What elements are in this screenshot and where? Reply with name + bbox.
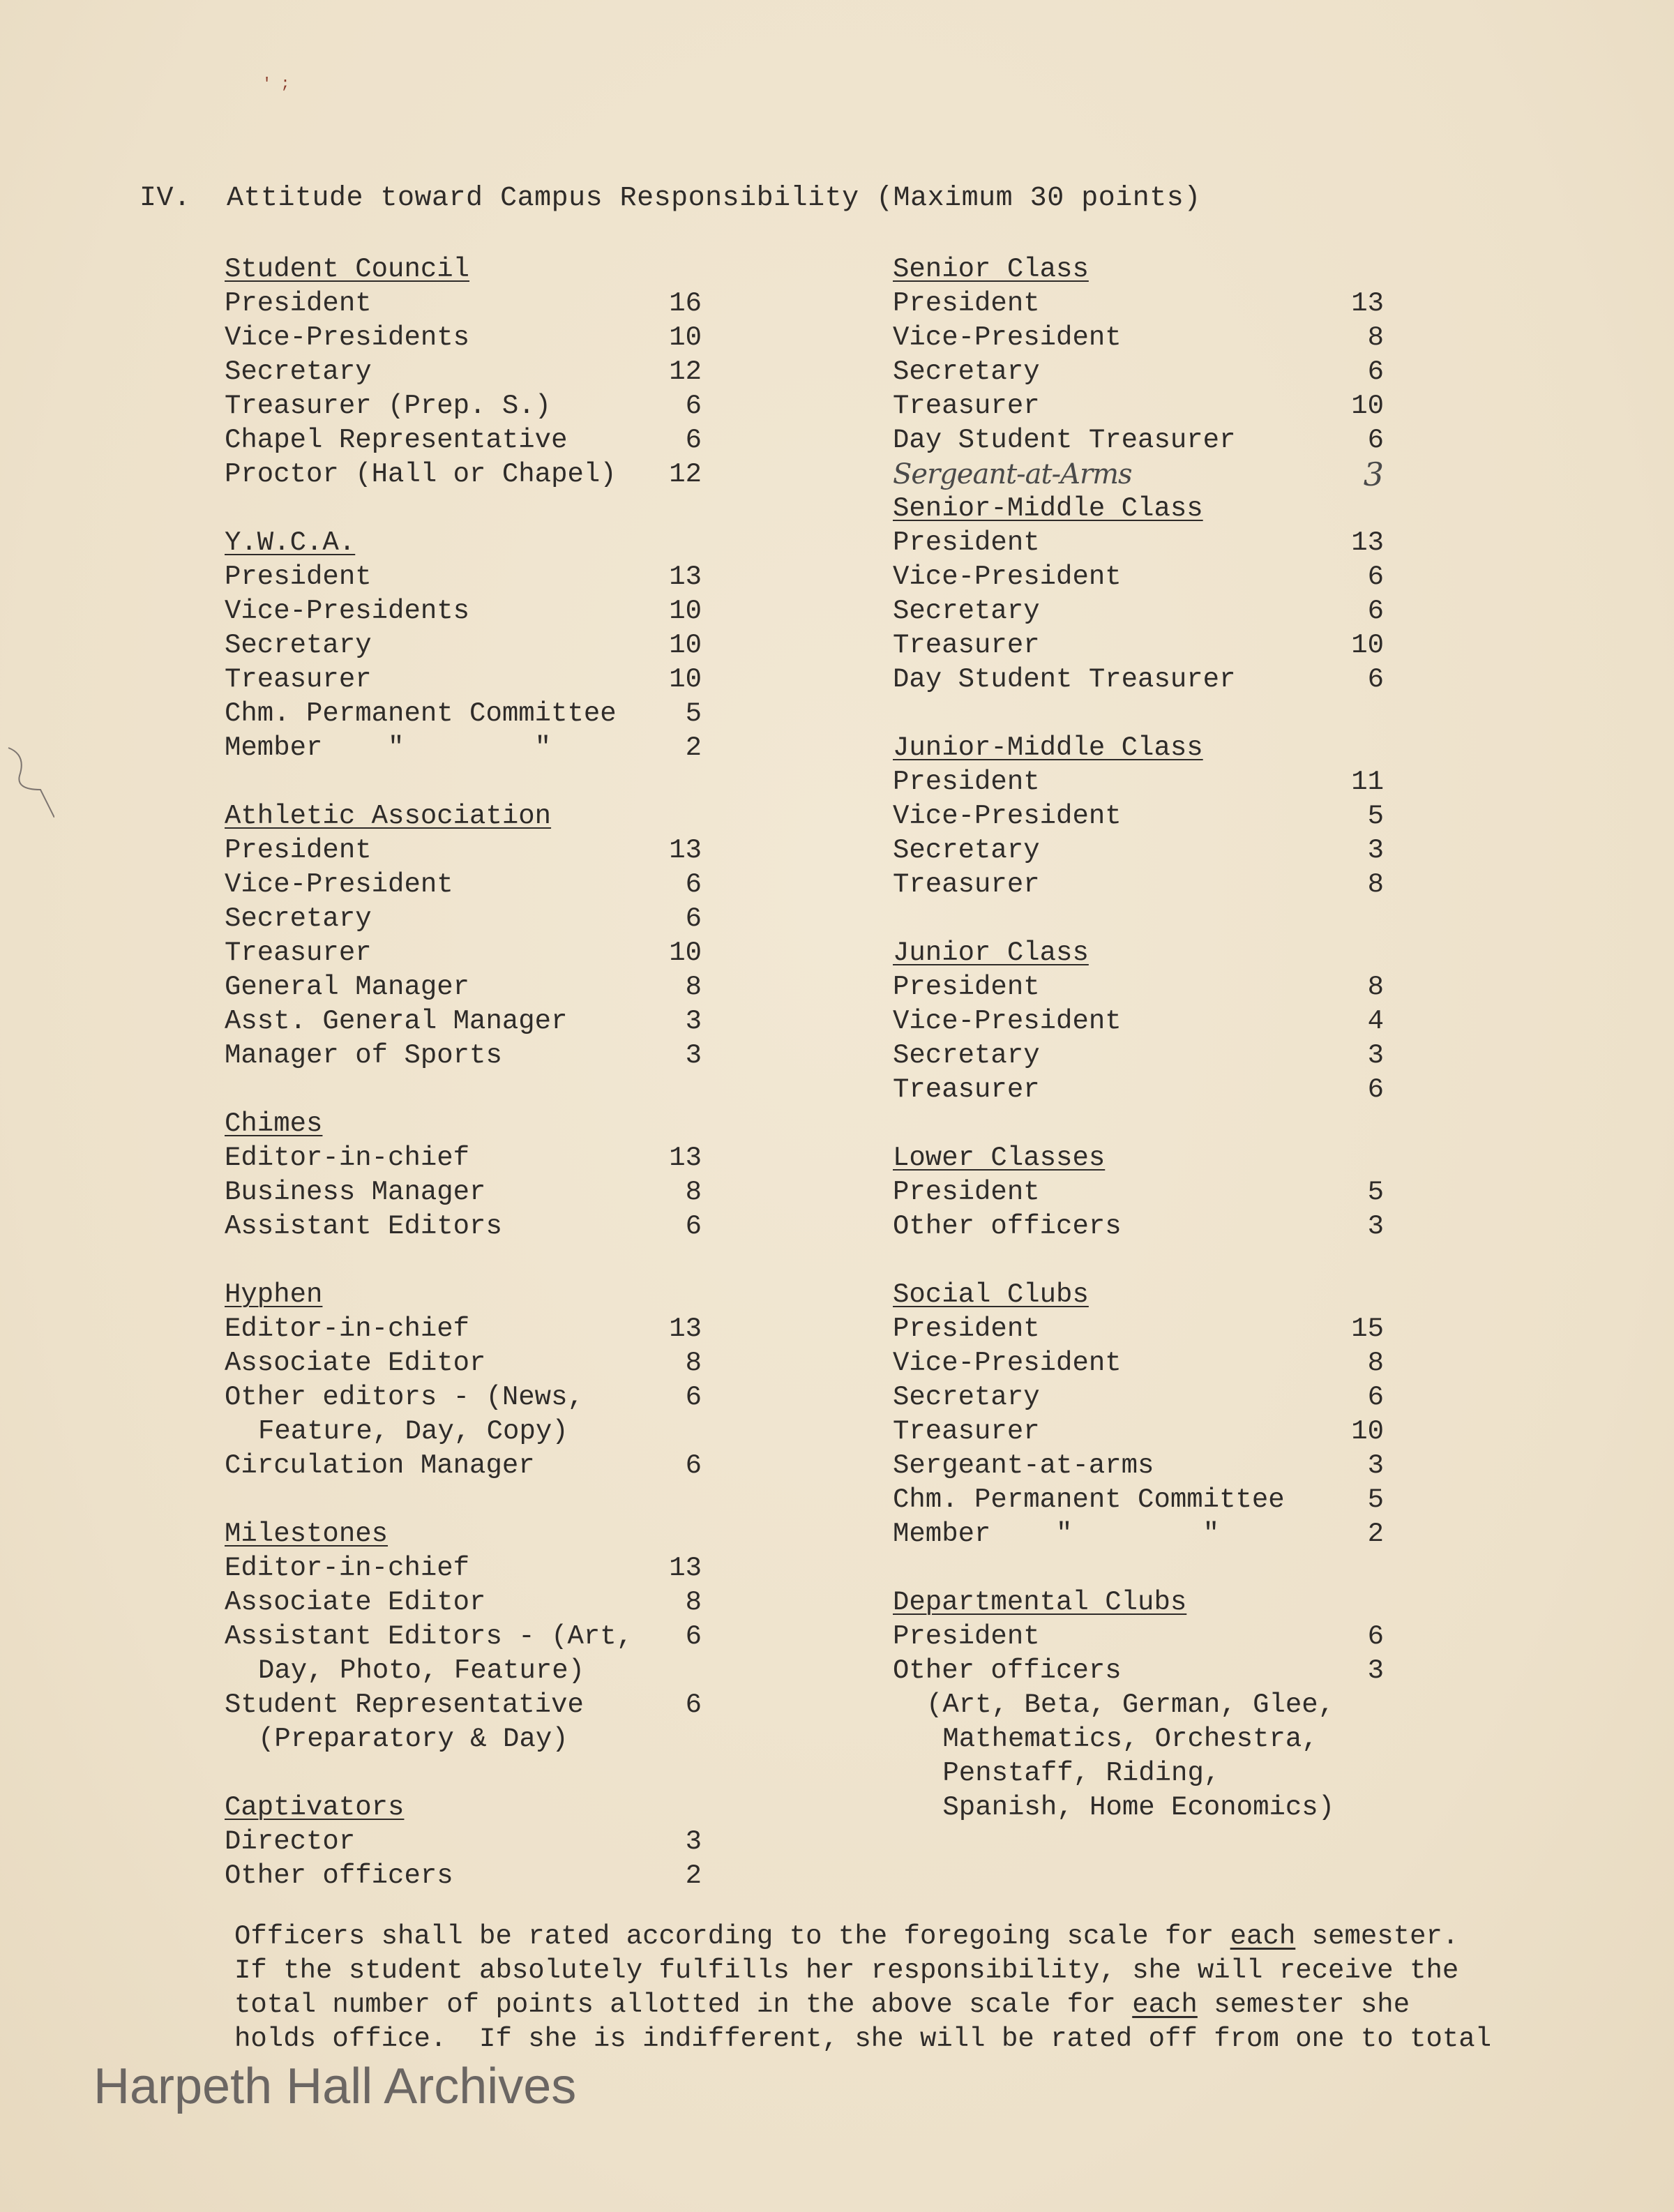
office-label: President bbox=[225, 562, 372, 592]
section-title: Senior-Middle Class bbox=[893, 493, 1203, 524]
office-row bbox=[893, 1688, 1395, 1722]
pencil-tick-icon bbox=[6, 741, 54, 818]
note-line3-b: semester she bbox=[1197, 1989, 1410, 2020]
section-title: Athletic Association bbox=[225, 801, 552, 832]
office-label: Assistant Editors bbox=[225, 1211, 502, 1242]
section-hyphen bbox=[225, 1278, 727, 1483]
office-points: 13 bbox=[669, 1314, 702, 1344]
office-points: 3 bbox=[685, 1006, 702, 1037]
section-title: Lower Classes bbox=[893, 1143, 1106, 1173]
office-points: 6 bbox=[685, 391, 702, 421]
office-points: 13 bbox=[669, 562, 702, 592]
office-row bbox=[225, 663, 727, 697]
office-label: Student Representative bbox=[225, 1690, 584, 1720]
left-column bbox=[225, 253, 727, 1927]
office-label: Secretary bbox=[225, 356, 372, 387]
office-points: 8 bbox=[685, 1587, 702, 1618]
office-row bbox=[893, 560, 1395, 594]
office-row bbox=[225, 834, 727, 868]
office-row bbox=[225, 1312, 727, 1346]
office-label: Treasurer bbox=[893, 1416, 1040, 1447]
office-points: 10 bbox=[669, 322, 702, 353]
office-points: 4 bbox=[1367, 1006, 1384, 1037]
section-senior-class bbox=[893, 253, 1395, 492]
office-points: 13 bbox=[669, 1553, 702, 1583]
office-label: President bbox=[225, 835, 372, 866]
office-points: 6 bbox=[1367, 356, 1384, 387]
office-label: Treasurer bbox=[225, 664, 372, 695]
office-points: 6 bbox=[685, 1690, 702, 1720]
office-label: Secretary bbox=[225, 903, 372, 934]
section-title: Junior-Middle Class bbox=[893, 732, 1203, 763]
office-row bbox=[893, 1005, 1395, 1039]
office-row bbox=[893, 1415, 1395, 1449]
office-row bbox=[225, 1825, 727, 1859]
office-label: Chapel Representative bbox=[225, 425, 568, 456]
section-athletic-association bbox=[225, 799, 727, 1073]
office-row bbox=[225, 1586, 727, 1620]
office-label: Treasurer bbox=[893, 630, 1040, 661]
office-points: 6 bbox=[1367, 562, 1384, 592]
office-points: 2 bbox=[685, 732, 702, 763]
office-label: Secretary bbox=[225, 630, 372, 661]
office-row bbox=[893, 1791, 1395, 1825]
office-row bbox=[893, 1210, 1395, 1244]
office-points: 6 bbox=[685, 1382, 702, 1413]
office-row bbox=[225, 697, 727, 731]
note-line1-emphasis: each bbox=[1230, 1921, 1296, 1952]
office-label: President bbox=[893, 1177, 1040, 1207]
office-points: 6 bbox=[685, 869, 702, 900]
office-row bbox=[893, 423, 1395, 458]
section-title: Y.W.C.A. bbox=[225, 527, 356, 558]
office-points: 8 bbox=[685, 1348, 702, 1378]
office-row bbox=[893, 1380, 1395, 1415]
office-points: 10 bbox=[669, 664, 702, 695]
office-row bbox=[225, 902, 727, 936]
rating-note bbox=[234, 1920, 1546, 2056]
office-row bbox=[893, 594, 1395, 629]
office-label: Treasurer bbox=[893, 869, 1040, 900]
office-points: 8 bbox=[1367, 972, 1384, 1002]
office-points: 16 bbox=[669, 288, 702, 319]
office-points: 3 bbox=[1367, 1450, 1384, 1481]
office-label: Day, Photo, Feature) bbox=[258, 1655, 585, 1686]
office-label: Sergeant-at-arms bbox=[893, 1450, 1154, 1481]
office-label: Other officers bbox=[893, 1655, 1122, 1686]
office-row bbox=[225, 868, 727, 902]
office-row bbox=[893, 1620, 1395, 1654]
office-row bbox=[893, 834, 1395, 868]
office-points: 6 bbox=[685, 1621, 702, 1652]
office-row bbox=[893, 458, 1395, 492]
office-points: 6 bbox=[1367, 1382, 1384, 1413]
office-points: 2 bbox=[685, 1860, 702, 1891]
office-label: Editor-in-chief bbox=[225, 1553, 470, 1583]
office-row bbox=[893, 1346, 1395, 1380]
office-label: Vice-President bbox=[893, 1348, 1122, 1378]
office-points: 3 bbox=[1367, 1040, 1384, 1071]
office-row bbox=[225, 287, 727, 321]
office-points: 11 bbox=[1351, 767, 1384, 797]
office-label: President bbox=[893, 1621, 1040, 1652]
office-row bbox=[225, 1722, 727, 1756]
section-title: Hyphen bbox=[225, 1279, 323, 1310]
office-label: Treasurer (Prep. S.) bbox=[225, 391, 552, 421]
office-row bbox=[225, 970, 727, 1005]
office-row bbox=[225, 731, 727, 765]
office-row bbox=[893, 1175, 1395, 1210]
section-title: Captivators bbox=[225, 1792, 405, 1823]
office-points: 2 bbox=[1367, 1519, 1384, 1549]
office-points: 6 bbox=[1367, 664, 1384, 695]
office-label: Vice-President bbox=[893, 1006, 1122, 1037]
office-label: Secretary bbox=[893, 835, 1040, 866]
office-label: Secretary bbox=[893, 1040, 1040, 1071]
office-points: 8 bbox=[1367, 322, 1384, 353]
office-label: Assistant Editors - (Art, bbox=[225, 1621, 633, 1652]
office-label: President bbox=[893, 288, 1040, 319]
office-row bbox=[893, 1483, 1395, 1517]
section-heading-text: Attitude toward Campus Responsibility (Maximum 30 points) bbox=[227, 183, 1201, 214]
office-label: Secretary bbox=[893, 1382, 1040, 1413]
office-label: Editor-in-chief bbox=[225, 1314, 470, 1344]
office-row bbox=[893, 1449, 1395, 1483]
office-row bbox=[893, 1654, 1395, 1688]
section-milestones bbox=[225, 1517, 727, 1756]
office-row bbox=[225, 1175, 727, 1210]
office-row bbox=[225, 1449, 727, 1483]
office-label: Vice-President bbox=[893, 801, 1122, 832]
office-row bbox=[893, 799, 1395, 834]
section-student-council bbox=[225, 253, 727, 492]
office-points: 3 bbox=[1367, 1655, 1384, 1686]
section-junior-class bbox=[893, 936, 1395, 1107]
office-row bbox=[893, 1517, 1395, 1551]
office-label: Vice-President bbox=[893, 562, 1122, 592]
office-points: 5 bbox=[1367, 1177, 1384, 1207]
office-points: 8 bbox=[685, 972, 702, 1002]
office-row bbox=[225, 594, 727, 629]
office-label: Secretary bbox=[893, 356, 1040, 387]
office-row bbox=[225, 1346, 727, 1380]
office-label: President bbox=[893, 972, 1040, 1002]
note-line1-a: Officers shall be rated according to the foregoing scale for bbox=[234, 1921, 1230, 1952]
office-row bbox=[893, 526, 1395, 560]
office-points: 6 bbox=[1367, 596, 1384, 626]
office-label: Penstaff, Riding, bbox=[926, 1758, 1221, 1789]
office-row bbox=[893, 355, 1395, 389]
office-row bbox=[225, 321, 727, 355]
office-label: Manager of Sports bbox=[225, 1040, 502, 1071]
office-row bbox=[225, 1688, 727, 1722]
office-row bbox=[225, 560, 727, 594]
office-row bbox=[893, 321, 1395, 355]
office-label: Associate Editor bbox=[225, 1348, 486, 1378]
office-points: 5 bbox=[685, 698, 702, 729]
office-label: Treasurer bbox=[893, 1074, 1040, 1105]
office-points: 8 bbox=[1367, 869, 1384, 900]
office-points: 6 bbox=[1367, 1074, 1384, 1105]
office-points: 3 bbox=[685, 1040, 702, 1071]
office-points: 6 bbox=[685, 1211, 702, 1242]
office-label: Treasurer bbox=[225, 938, 372, 968]
office-row bbox=[225, 423, 727, 458]
office-row bbox=[225, 389, 727, 423]
office-row bbox=[225, 1210, 727, 1244]
office-label: Treasurer bbox=[893, 391, 1040, 421]
office-points: 10 bbox=[669, 630, 702, 661]
office-row bbox=[225, 1039, 727, 1073]
office-points: 10 bbox=[1351, 630, 1384, 661]
office-row bbox=[225, 1551, 727, 1586]
section-title: Junior Class bbox=[893, 938, 1089, 968]
office-row bbox=[893, 1039, 1395, 1073]
office-row bbox=[893, 663, 1395, 697]
office-row bbox=[893, 1756, 1395, 1791]
office-row bbox=[225, 355, 727, 389]
section-junior-middle-class bbox=[893, 731, 1395, 902]
office-label: (Preparatory & Day) bbox=[258, 1724, 568, 1754]
note-line3-emphasis: each bbox=[1132, 1989, 1198, 2020]
office-label: Day Student Treasurer bbox=[893, 425, 1236, 456]
office-label: Spanish, Home Economics) bbox=[926, 1792, 1335, 1823]
office-label: Circulation Manager bbox=[225, 1450, 535, 1481]
office-points: 10 bbox=[669, 596, 702, 626]
office-label: Associate Editor bbox=[225, 1587, 486, 1618]
office-label: President bbox=[893, 1314, 1040, 1344]
ink-mark: ' ; bbox=[262, 75, 290, 93]
office-row bbox=[225, 458, 727, 492]
office-points: 3 bbox=[1363, 456, 1384, 493]
office-label: Other officers bbox=[893, 1211, 1122, 1242]
right-column bbox=[893, 253, 1395, 1859]
section-title: Departmental Clubs bbox=[893, 1587, 1187, 1618]
office-points: 8 bbox=[685, 1177, 702, 1207]
office-label: Other officers bbox=[225, 1860, 453, 1891]
office-points: 6 bbox=[1367, 425, 1384, 456]
office-label: Day Student Treasurer bbox=[893, 664, 1236, 695]
office-points: 15 bbox=[1351, 1314, 1384, 1344]
office-row bbox=[893, 389, 1395, 423]
office-points: 5 bbox=[1367, 801, 1384, 832]
office-row bbox=[225, 936, 727, 970]
office-row bbox=[893, 629, 1395, 663]
office-points: 10 bbox=[1351, 1416, 1384, 1447]
note-line3-a: total number of points allotted in the above scale for bbox=[234, 1989, 1133, 2020]
office-label: Member " " bbox=[893, 1519, 1220, 1549]
office-label: President bbox=[893, 767, 1040, 797]
office-row bbox=[225, 1620, 727, 1654]
office-label: President bbox=[225, 288, 372, 319]
office-row bbox=[225, 1415, 727, 1449]
office-row bbox=[893, 1722, 1395, 1756]
office-label: Sergeant-at-Arms bbox=[893, 458, 1132, 490]
section-lower-classes bbox=[893, 1141, 1395, 1244]
archive-watermark: Harpeth Hall Archives bbox=[93, 2059, 577, 2114]
office-row bbox=[893, 868, 1395, 902]
office-points: 10 bbox=[1351, 391, 1384, 421]
section-captivators bbox=[225, 1791, 727, 1893]
section-heading bbox=[140, 183, 1201, 214]
section-title: Senior Class bbox=[893, 254, 1089, 285]
section-senior-middle-class bbox=[893, 492, 1395, 697]
section-title: Social Clubs bbox=[893, 1279, 1089, 1310]
office-points: 13 bbox=[1351, 288, 1384, 319]
office-points: 6 bbox=[685, 1450, 702, 1481]
office-label: Vice-President bbox=[893, 322, 1122, 353]
office-points: 6 bbox=[1367, 1621, 1384, 1652]
office-points: 13 bbox=[669, 835, 702, 866]
office-points: 12 bbox=[669, 459, 702, 490]
office-label: Chm. Permanent Committee bbox=[225, 698, 617, 729]
office-row bbox=[225, 1141, 727, 1175]
section-title: Chimes bbox=[225, 1108, 323, 1139]
office-points: 12 bbox=[669, 356, 702, 387]
office-label: Member " " bbox=[225, 732, 552, 763]
office-row bbox=[893, 1073, 1395, 1107]
office-points: 6 bbox=[685, 903, 702, 934]
office-label: Vice-President bbox=[225, 869, 453, 900]
office-label: Feature, Day, Copy) bbox=[258, 1416, 568, 1447]
note-line2: If the student absolutely fulfills her responsibility, she will receive the bbox=[234, 1955, 1459, 1986]
office-label: Proctor (Hall or Chapel) bbox=[225, 459, 617, 490]
note-line4: holds office. If she is indifferent, she will be rated off from one to total bbox=[234, 2024, 1492, 2054]
office-points: 8 bbox=[1367, 1348, 1384, 1378]
office-label: General Manager bbox=[225, 972, 470, 1002]
office-label: Vice-Presidents bbox=[225, 322, 470, 353]
office-row bbox=[893, 970, 1395, 1005]
office-points: 13 bbox=[669, 1143, 702, 1173]
office-label: Vice-Presidents bbox=[225, 596, 470, 626]
office-points: 6 bbox=[685, 425, 702, 456]
office-points: 3 bbox=[1367, 835, 1384, 866]
office-row bbox=[225, 1654, 727, 1688]
office-row bbox=[893, 1312, 1395, 1346]
section-number: IV. bbox=[140, 183, 191, 214]
office-label: Director bbox=[225, 1826, 356, 1857]
office-label: (Art, Beta, German, Glee, bbox=[926, 1690, 1335, 1720]
office-label: Asst. General Manager bbox=[225, 1006, 568, 1037]
note-line1-b: semester. bbox=[1295, 1921, 1459, 1952]
section-title: Student Council bbox=[225, 254, 470, 285]
office-label: Editor-in-chief bbox=[225, 1143, 470, 1173]
office-label: Other editors - (News, bbox=[225, 1382, 584, 1413]
office-label: Business Manager bbox=[225, 1177, 486, 1207]
office-row bbox=[893, 287, 1395, 321]
office-points: 3 bbox=[1367, 1211, 1384, 1242]
office-row bbox=[893, 765, 1395, 799]
office-points: 13 bbox=[1351, 527, 1384, 558]
office-row bbox=[225, 1005, 727, 1039]
office-row bbox=[225, 1380, 727, 1415]
office-points: 5 bbox=[1367, 1484, 1384, 1515]
office-points: 10 bbox=[669, 938, 702, 968]
office-label: Secretary bbox=[893, 596, 1040, 626]
office-label: President bbox=[893, 527, 1040, 558]
section-y-w-c-a bbox=[225, 526, 727, 765]
section-chimes bbox=[225, 1107, 727, 1244]
office-label: Chm. Permanent Committee bbox=[893, 1484, 1285, 1515]
office-row bbox=[225, 1859, 727, 1893]
section-social-clubs bbox=[893, 1278, 1395, 1551]
office-label: Mathematics, Orchestra, bbox=[926, 1724, 1318, 1754]
section-title: Milestones bbox=[225, 1519, 389, 1549]
section-departmental-clubs bbox=[893, 1586, 1395, 1825]
office-row bbox=[225, 629, 727, 663]
office-points: 3 bbox=[685, 1826, 702, 1857]
